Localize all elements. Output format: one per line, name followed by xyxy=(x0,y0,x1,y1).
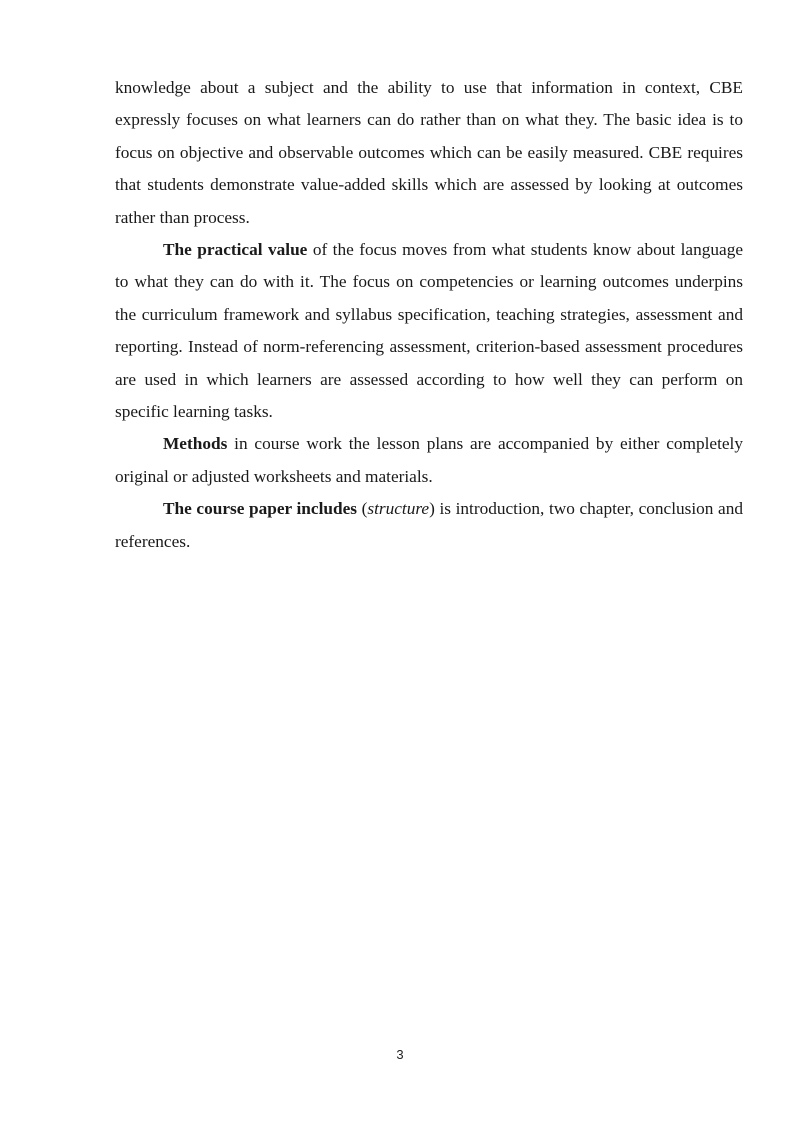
structure-italic-word: structure xyxy=(367,499,430,519)
structure-text: ) is introduction, two chapter, conclusion and references. xyxy=(115,499,743,551)
heading-course-paper-includes: The course paper includes xyxy=(163,499,357,519)
page-number: 3 xyxy=(396,1047,404,1062)
paragraph-continuation: knowledge about a subject and the ability to use that information in context, CBE expressly focuses on what learners can do rather than on what they. The basic idea is to focus on objective and observable outcomes which can be easily measured. CBE requires that students demonstrate value-added skills which are assessed by looking at outcomes rather than process. xyxy=(115,78,743,227)
heading-methods: Methods xyxy=(163,434,228,454)
structure-open-paren: ( xyxy=(356,499,368,519)
paragraph-structure xyxy=(115,493,743,558)
practical-value-text: of the focus moves from what students know about language to what they can do with it. The focus on competencies or learning outcomes underpins the curriculum framework and syllabus specification, teaching strategies, assessment and reporting. Instead of norm-referencing assessment, criterion-based assessment procedures are used in which learners are assessed according to how well they can perform on specific learning tasks. xyxy=(115,240,743,422)
methods-text: in course work the lesson plans are accompanied by either completely original or adjusted worksheets and materials. xyxy=(115,434,743,486)
paragraph-practical-value xyxy=(115,234,743,428)
body-text xyxy=(115,72,743,558)
paragraph-methods xyxy=(115,428,743,493)
heading-practical-value: The practical value xyxy=(163,240,308,260)
